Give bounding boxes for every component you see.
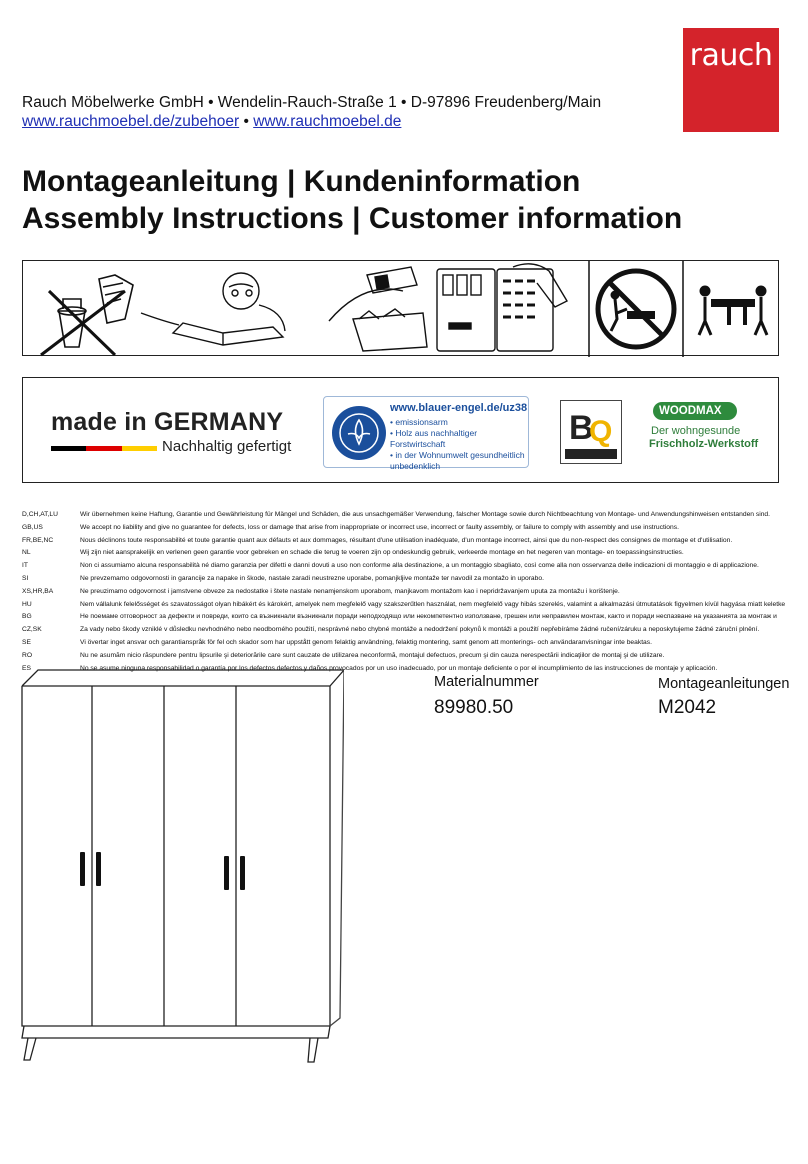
country-code: BG [22,613,32,621]
disclaimer-text: Nem vállalunk felelősséget és szavatosságot olyan hibákért és károkért, amelyek nem megfelelő vagy szakszerűtlen használat, nem megfelelő vagy hibás szerelés, valamint a alkalmazási útmutatások figyelmen kívül hagyása miatt keletke [80,600,786,608]
disclaimer-text: Za vady nebo škody vzniklé v důsledku nevhodného nebo neodborného použití, nesprávné nebo chybné montáže a nedodržení pokynů k montáži a použití nepřebíráme žádné ručení/záruku a neposkytujeme žádné záruční plnění. [80,626,760,634]
certification-strip [22,377,779,483]
door-handles [80,852,245,890]
logo-text: rauch [689,38,773,73]
bq-quality-logo [560,400,622,464]
blue-angel-item: • in der Wohnumwelt gesundheitlich unbedenklich [390,450,525,471]
pictogram-strip [22,260,779,356]
disclaimer-text: No se asume ninguna responsabilidad o garantía por los defectos defectos y daños provocados por un uso inadecuado, por un montaje deficiente o por el incumplimiento de las instrucciones de montaje y aplicación. [80,664,718,672]
assembly-manual-label: Montageanleitungen [658,676,790,692]
disclaimer-row [22,637,787,650]
disclaimer-row [22,522,787,535]
link-separator: • [243,113,249,130]
accessories-link[interactable]: www.rauchmoebel.de/zubehoer [22,113,240,130]
country-code: CZ,SK [22,626,42,634]
read-instructions-icon [141,273,285,345]
flag-stripe-black [51,446,86,451]
do-not-discard-icon [41,275,133,355]
title-english: Assembly Instructions | Customer information [22,202,683,235]
file-instructions-icon [329,267,427,351]
disclaimer-row [22,611,787,624]
disclaimer-row [22,560,787,573]
blue-angel-badge [323,396,529,471]
disclaimer-text: Wir übernehmen keine Haftung, Garantie und Gewährleistung für Mängel und Schäden, die aus unsachgemäßer Verwendung, falscher Montage sowie durch Nichtbeachtung von Montage- und Anwendungshinweisen entstanden sind. [80,511,770,518]
title-german: Montageanleitung | Kundeninformation [22,165,581,198]
country-code: IT [22,562,28,570]
disclaimer-row [22,599,787,612]
disclaimer-text: We accept no liability and give no guarantee for defects, loss or damage that arise from inappropriate or incorrect use, incorrect or faulty assembly, or failure to comply with assembly and use instructions. [80,523,679,531]
two-person-carry-icon [699,286,767,335]
country-code: D,CH,AT,LU [22,511,58,518]
disclaimer-row [22,509,787,522]
company-address: Rauch Möbelwerke GmbH • Wendelin-Rauch-Straße 1 • D-97896 Freudenberg/Main [22,94,602,111]
website-links [22,113,401,131]
material-number-label: Materialnummer [434,674,539,690]
disclaimer-text: Non ci assumiamo alcuna responsabilità né diamo garanzia per difetti e danni dovuti a uso non conforme alla destinazione, a un montaggio sbagliato, così come alla non osservanza delle indicazioni di montaggio e di applicazione. [80,562,759,570]
disclaimer-row [22,535,787,548]
country-code: GB,US [22,523,43,531]
flag-stripe-red [86,446,121,451]
woodmax-line1: Der wohngesunde [651,425,741,437]
disclaimer-text: Nu ne asumăm nicio răspundere pentru lipsurile şi deteriorările care sunt cauzate de utilizarea neconformă, montajul defectuos, precum şi din cauza nerespectării indicaţiilor de montaj şi de utilizare. [80,651,665,659]
disclaimer-text: Nous déclinons toute responsabilité et toute garantie quant aux défauts et aux dommages, résultant d'une utilisation inadéquate, d'un montage incorrect, ainsi que du non-respect des consignes de montage et d'utilisation. [80,536,733,544]
bq-icon [561,401,621,463]
disclaimer-text: Wij zijn niet aansprakelijk en verlenen geen garantie voor gebreken en schade die terug te voeren zijn op ondeskundig gebruik, verkeerde montage en het negeren van montage- en toepassingsinstructies. [80,549,684,557]
fitting-pack-icon [437,264,567,351]
blue-angel-item: • Holz aus nachhaltiger Forstwirtschaft [390,428,478,449]
country-code: FR,BE,NC [22,536,54,544]
woodmax-logo [649,402,759,450]
flag-stripe-gold [122,446,157,451]
made-in-germany: made in GERMANY [51,408,284,436]
disclaimer-text: Vi övertar inget ansvar och garantianspråk för fel och skador som har uppstått genom felaktig användning, felaktig montering, samt genom att monterings- och användaranvisningar inte beaktas. [80,638,652,646]
disclaimer-text: Не поемаме отговорност за дефекти и повреди, които са възникнали възникнали поради неподходящо или некомпетентно използване, грешен или неправилен монтаж, както и поради неспазване на указанията за монтаж и [80,613,777,621]
disclaimer-row [22,573,787,586]
country-code: HU [22,600,32,608]
blue-angel-icon [330,404,388,462]
blue-angel-item: • emissionsarm [390,417,448,427]
country-code: SI [22,574,29,582]
country-code: SE [22,638,31,646]
blue-angel-list [390,417,528,472]
sustainably-made: Nachhaltig gefertigt [162,438,292,455]
country-code: ES [22,664,31,672]
country-code: RO [22,651,33,659]
disclaimer-text: Ne prevzemamo odgovornosti in garancije za napake in škode, nastale zaradi neustrezne uporabe, pomanjkljive montaže ter navodil za montažo in uporabo. [80,574,544,582]
website-link[interactable]: www.rauchmoebel.de [253,113,402,130]
wardrobe-illustration [14,666,344,1066]
disclaimer-text: Ne preuzimamo odgovornost i jamstvene obveze za nedostatke i štete nastale nenamjenskom uporabom, manjkavom montažom kao i nepridržavanjem uputa za montažu i korištenje. [80,587,620,595]
woodmax-badge: WOODMAX [653,402,737,420]
pictogram-drawing [23,261,780,357]
rauch-logo [683,28,779,132]
disclaimer-row [22,547,787,560]
disclaimer-row [22,586,787,599]
blue-angel-url: www.blauer-engel.de/uz38 [390,402,528,414]
material-number-value: 89980.50 [434,697,514,718]
country-code: NL [22,549,31,557]
liability-disclaimer [22,509,787,675]
no-dragging-icon [598,271,674,347]
svg-text:Q: Q [589,415,613,448]
disclaimer-row [22,650,787,663]
assembly-manual-value: M2042 [658,697,717,718]
document-title [22,163,682,237]
svg-text:B: B [569,409,594,447]
german-flag-bar [51,446,157,451]
country-code: XS,HR,BA [22,587,54,595]
disclaimer-row [22,624,787,637]
woodmax-line2: Frischholz-Werkstoff [649,438,759,450]
